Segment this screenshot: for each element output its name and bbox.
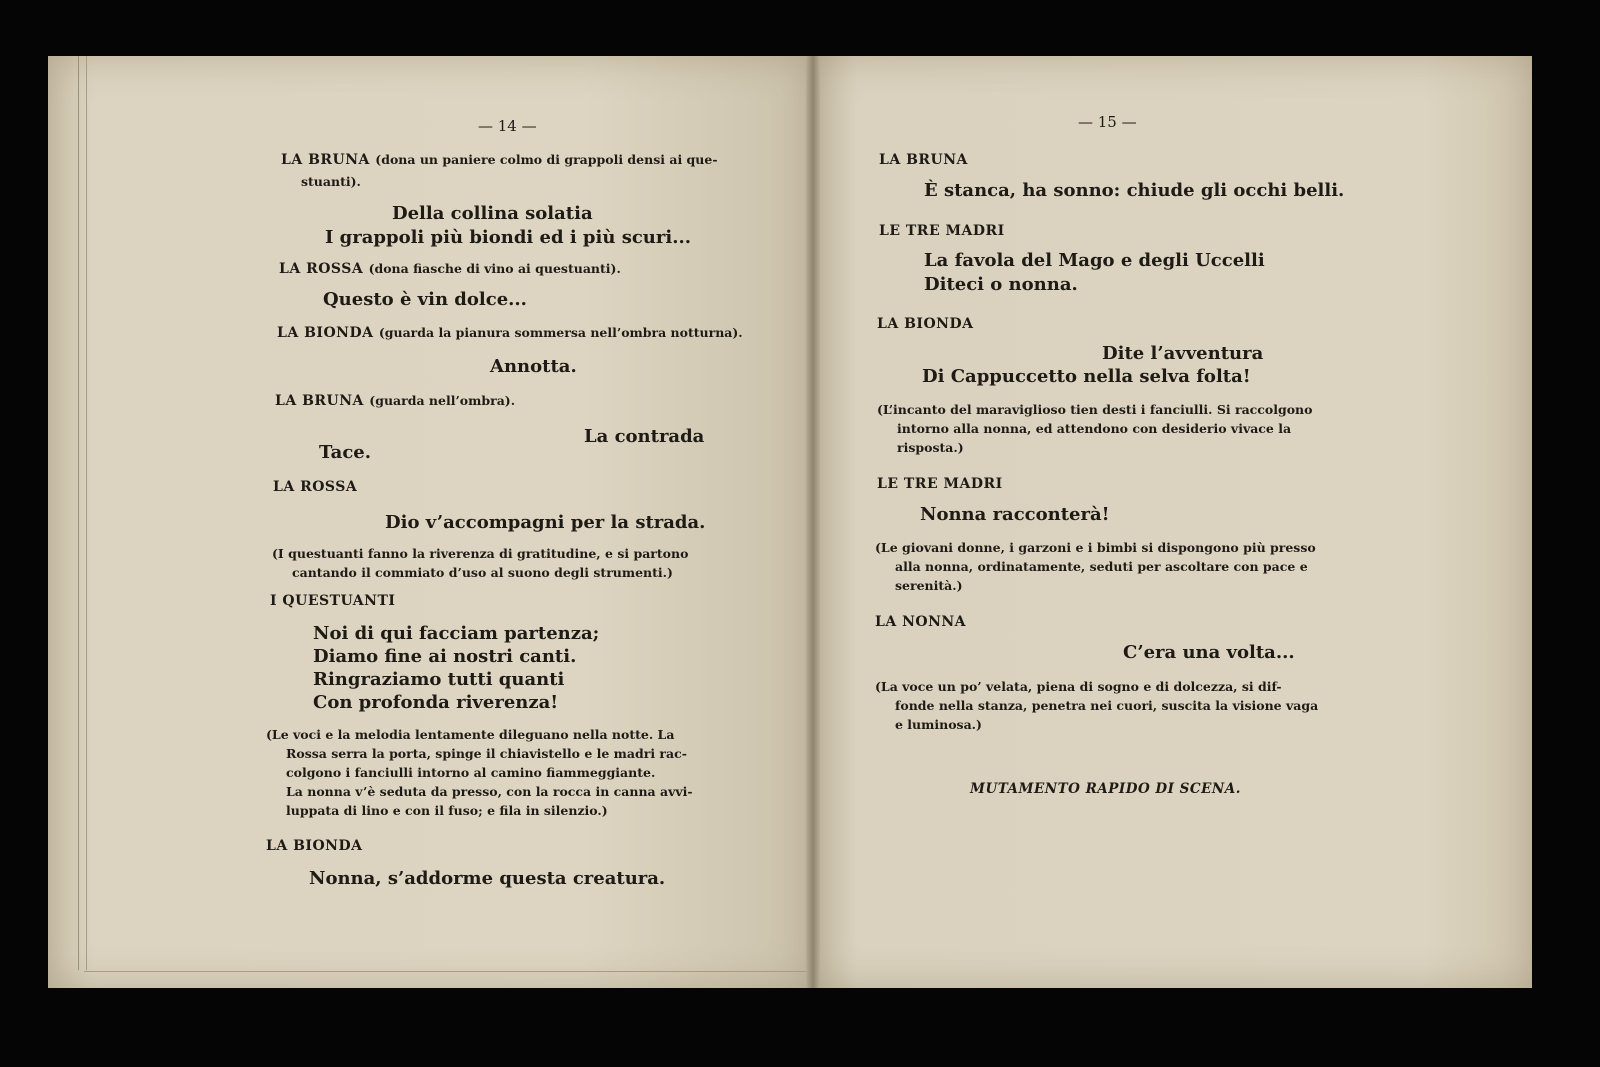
speaker-name: LA BIONDA [266, 838, 363, 854]
stage-direction: (guarda la pianura sommersa nell’ombra notturna). [378, 325, 743, 340]
stage-direction: stuanti). [301, 174, 361, 189]
stage-direction: (dona fiasche di vino ai questuanti). [368, 261, 621, 276]
verse-line: Nonna, s’addorme questa creatura. [309, 868, 666, 889]
verse-line: La contrada [584, 426, 705, 447]
page-bottom-line [84, 971, 812, 972]
stage-direction: luppata di lino e con il fuso; e fila in silenzio.) [286, 803, 608, 818]
verse-line: Ringraziamo tutti quanti [313, 669, 565, 690]
stage-direction: (Le voci e la melodia lentamente dileguano nella notte. La [266, 727, 675, 742]
verse-line: C’era una volta... [1123, 642, 1295, 663]
verse-line: Di Cappuccetto nella selva folta! [922, 366, 1251, 387]
stage-direction: serenità.) [895, 578, 963, 593]
speaker-name: LE TRE MADRI [877, 476, 1003, 492]
speaker-name: LA ROSSA [273, 479, 358, 495]
verse-line: Noi di qui facciam partenza; [313, 623, 600, 644]
stage-direction: (Le giovani donne, i garzoni e i bimbi si dispongono più presso [875, 540, 1316, 555]
page-number-right: — 15 — [1078, 113, 1137, 131]
verse-line: Nonna racconterà! [920, 504, 1110, 525]
verse-line: Annotta. [490, 356, 577, 377]
verse-line: Tace. [319, 442, 372, 463]
stage-direction: (L’incanto del maraviglioso tien desti i fanciulli. Si raccolgono [877, 402, 1313, 417]
speaker-name: LA BIONDA (guarda la pianura sommersa nell’ombra notturna). [277, 325, 743, 341]
verse-line: I grappoli più biondi ed i più scuri... [325, 227, 692, 248]
page-edge-line [86, 56, 87, 970]
stage-direction: colgono i fanciulli intorno al camino fiammeggiante. [286, 765, 656, 780]
stage-direction: (dona un paniere colmo di grappoli densi ai que- [375, 152, 718, 167]
scene-change-note: MUTAMENTO RAPIDO DI SCENA. [970, 781, 1241, 797]
speaker-name: LA BRUNA [879, 152, 968, 168]
book-gutter [806, 56, 820, 988]
verse-line: Della collina solatia [392, 203, 593, 224]
verse-line: È stanca, ha sonno: chiude gli occhi belli. [924, 180, 1345, 201]
stage-direction: intorno alla nonna, ed attendono con desiderio vivace la [897, 421, 1292, 436]
speaker-name: LA BRUNA (guarda nell’ombra). [275, 393, 516, 409]
page-edge-line [78, 56, 79, 970]
stage-direction: alla nonna, ordinatamente, seduti per ascoltare con pace e [895, 559, 1308, 574]
speaker-name: LA BRUNA (dona un paniere colmo di grappoli densi ai que- [281, 152, 718, 168]
verse-line: Diamo fine ai nostri canti. [313, 646, 577, 667]
verse-line: Con profonda riverenza! [313, 692, 559, 713]
stage-direction: risposta.) [897, 440, 964, 455]
stage-direction: Rossa serra la porta, spinge il chiavistello e le madri rac- [286, 746, 687, 761]
verse-line: Diteci o nonna. [924, 274, 1078, 295]
stage-direction: (I questuanti fanno la riverenza di gratitudine, e si partono [272, 546, 689, 561]
stage-direction: cantando il commiato d’uso al suono degli strumenti.) [292, 565, 673, 580]
stage-direction: (La voce un po’ velata, piena di sogno e di dolcezza, si dif- [875, 679, 1282, 694]
stage-direction: (guarda nell’ombra). [369, 393, 516, 408]
verse-line: Questo è vin dolce... [323, 289, 527, 310]
verse-line: La favola del Mago e degli Uccelli [924, 250, 1265, 271]
speaker-name: LA NONNA [875, 614, 967, 630]
speaker-name: LE TRE MADRI [879, 223, 1005, 239]
page-number-left: — 14 — [478, 117, 537, 135]
speaker-name: LA BIONDA [877, 316, 974, 332]
stage-direction: fonde nella stanza, penetra nei cuori, suscita la visione vaga [895, 698, 1319, 713]
stage-direction: La nonna v’è seduta da presso, con la rocca in canna avvi- [286, 784, 693, 799]
speaker-name: LA ROSSA (dona fiasche di vino ai questuanti). [279, 261, 621, 277]
verse-line: Dite l’avventura [1102, 343, 1264, 364]
verse-line: Dio v’accompagni per la strada. [385, 512, 706, 533]
speaker-name: I QUESTUANTI [270, 593, 396, 609]
stage-direction: e luminosa.) [895, 717, 982, 732]
